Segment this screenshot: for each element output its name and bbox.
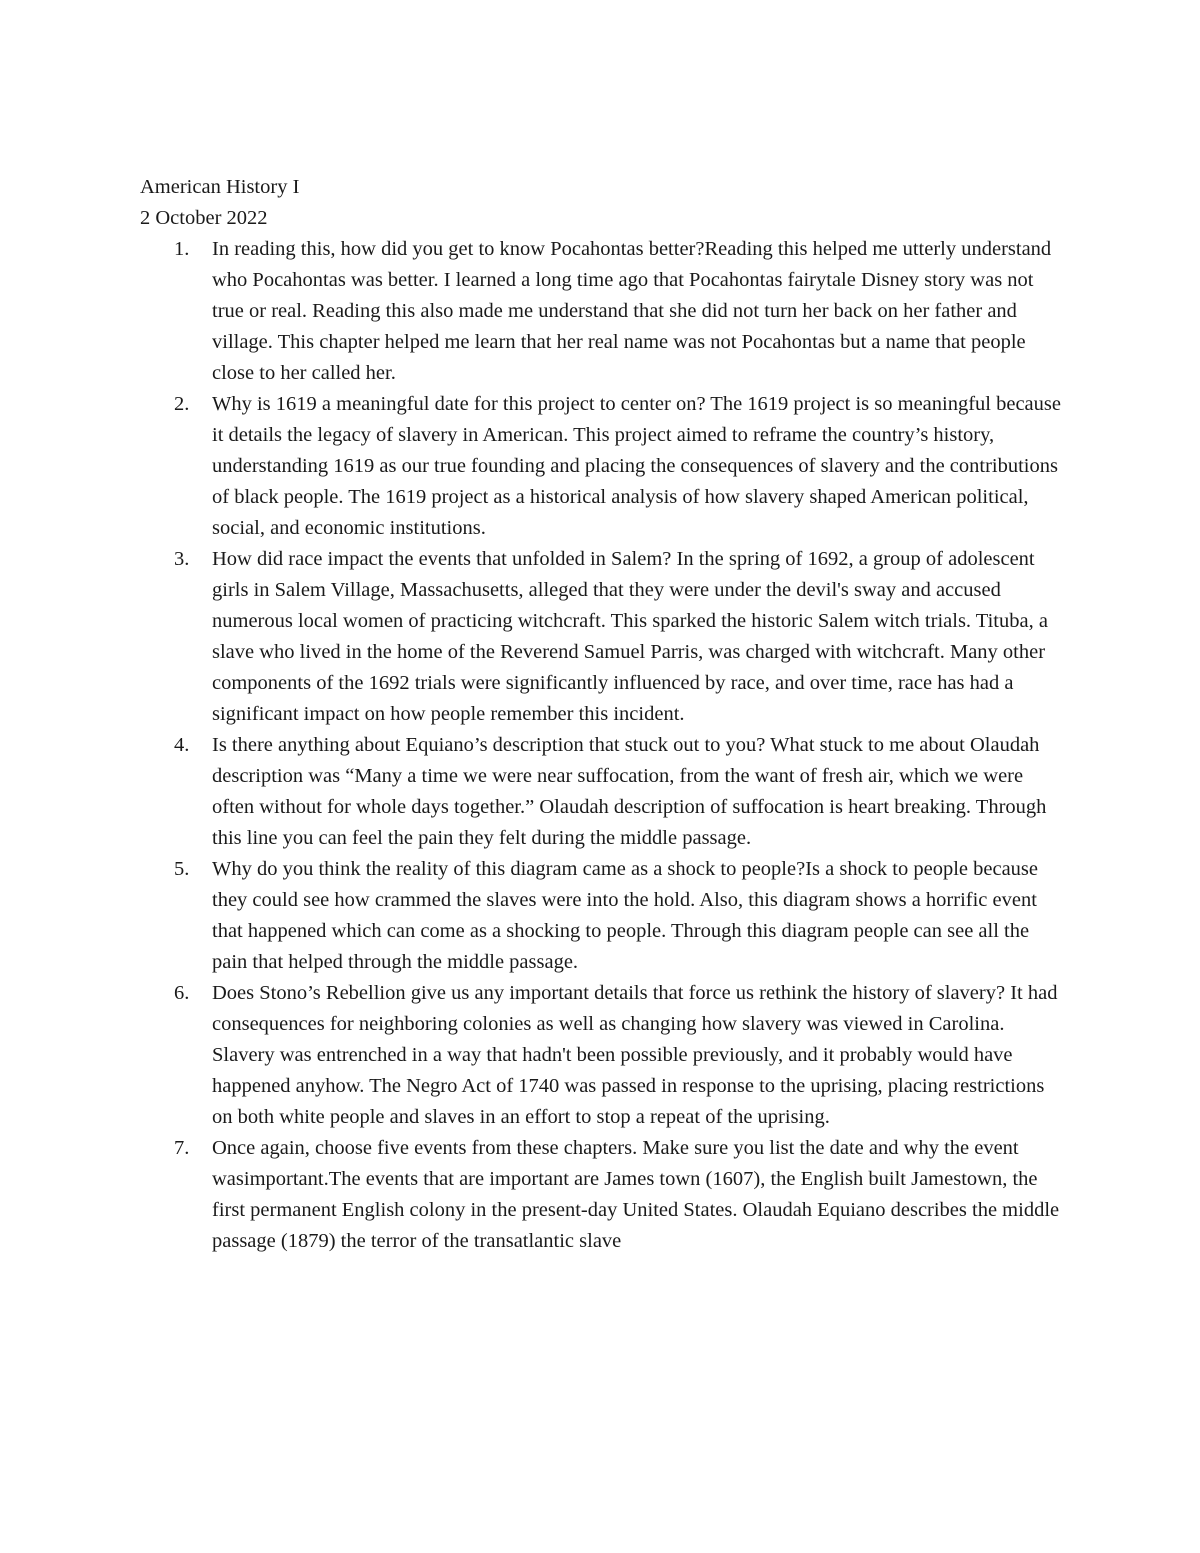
item-number: 7. bbox=[174, 1137, 190, 1159]
item-text: Why do you think the reality of this diagram came as a shock to people?Is a shock to people because they could see how crammed the slaves were into the hold. Also, this diagram shows a horrific event that happened which can come as a shocking to people. Through this diagram people can see all the pain that helped through the middle passage. bbox=[212, 858, 1039, 973]
list-item bbox=[140, 389, 1065, 544]
item-number: 5. bbox=[174, 858, 190, 880]
list-item bbox=[140, 978, 1065, 1133]
list-item bbox=[140, 234, 1065, 389]
item-text: Is there anything about Equiano’s description that stuck out to you? What stuck to me about Olaudah description was “Many a time we were near suffocation, from the want of fresh air, which we were often without for whole days together.” Olaudah description of suffocation is heart breaking. Through this line you can feel the pain they felt during the middle passage. bbox=[212, 734, 1047, 849]
item-number: 2. bbox=[174, 393, 190, 415]
item-text: In reading this, how did you get to know Pocahontas better?Reading this helped me utterly understand who Pocahontas was better. I learned a long time ago that Pocahontas fairytale Disney story was not true or real. Reading this also made me understand that she did not turn her back on her father and village. This chapter helped me learn that her real name was not Pocahontas but a name that people close to her called her. bbox=[212, 238, 1052, 384]
question-list bbox=[140, 234, 1065, 1257]
item-number: 1. bbox=[174, 238, 190, 260]
document-date: 2 October 2022 bbox=[140, 207, 268, 229]
item-number: 4. bbox=[174, 734, 190, 756]
item-text: Once again, choose five events from these chapters. Make sure you list the date and why the event wasimportant.The events that are important are James town (1607), the English built Jamestown, the first permanent English colony in the present-day United States. Olaudah Equiano describes the middle passage (1879) the terror of the transatlantic slave bbox=[212, 1137, 1060, 1252]
list-item bbox=[140, 730, 1065, 854]
item-number: 3. bbox=[174, 548, 190, 570]
document-body bbox=[140, 172, 1065, 1257]
item-text: Does Stono’s Rebellion give us any important details that force us rethink the history of slavery? It had consequences for neighboring colonies as well as changing how slavery was viewed in Carolina. Slavery was entrenched in a way that hadn't been possible previously, and it probably would have happened anyhow. The Negro Act of 1740 was passed in response to the uprising, placing restrictions on both white people and slaves in an effort to stop a repeat of the uprising. bbox=[212, 982, 1058, 1128]
item-text: Why is 1619 a meaningful date for this project to center on? The 1619 project is so meaningful because it details the legacy of slavery in American. This project aimed to reframe the country’s history, understanding 1619 as our true founding and placing the consequences of slavery and the contributions of black people. The 1619 project as a historical analysis of how slavery shaped American political, social, and economic institutions. bbox=[212, 393, 1061, 539]
item-text: How did race impact the events that unfolded in Salem? In the spring of 1692, a group of adolescent girls in Salem Village, Massachusetts, alleged that they were under the devil's sway and accused numerous local women of practicing witchcraft. This sparked the historic Salem witch trials. Tituba, a slave who lived in the home of the Reverend Samuel Parris, was charged with witchcraft. Many other components of the 1692 trials were significantly influenced by race, and over time, race has had a significant impact on how people remember this incident. bbox=[212, 548, 1048, 725]
list-item bbox=[140, 544, 1065, 730]
item-number: 6. bbox=[174, 982, 190, 1004]
course-title: American History I bbox=[140, 176, 300, 198]
list-item bbox=[140, 854, 1065, 978]
list-item bbox=[140, 1133, 1065, 1257]
